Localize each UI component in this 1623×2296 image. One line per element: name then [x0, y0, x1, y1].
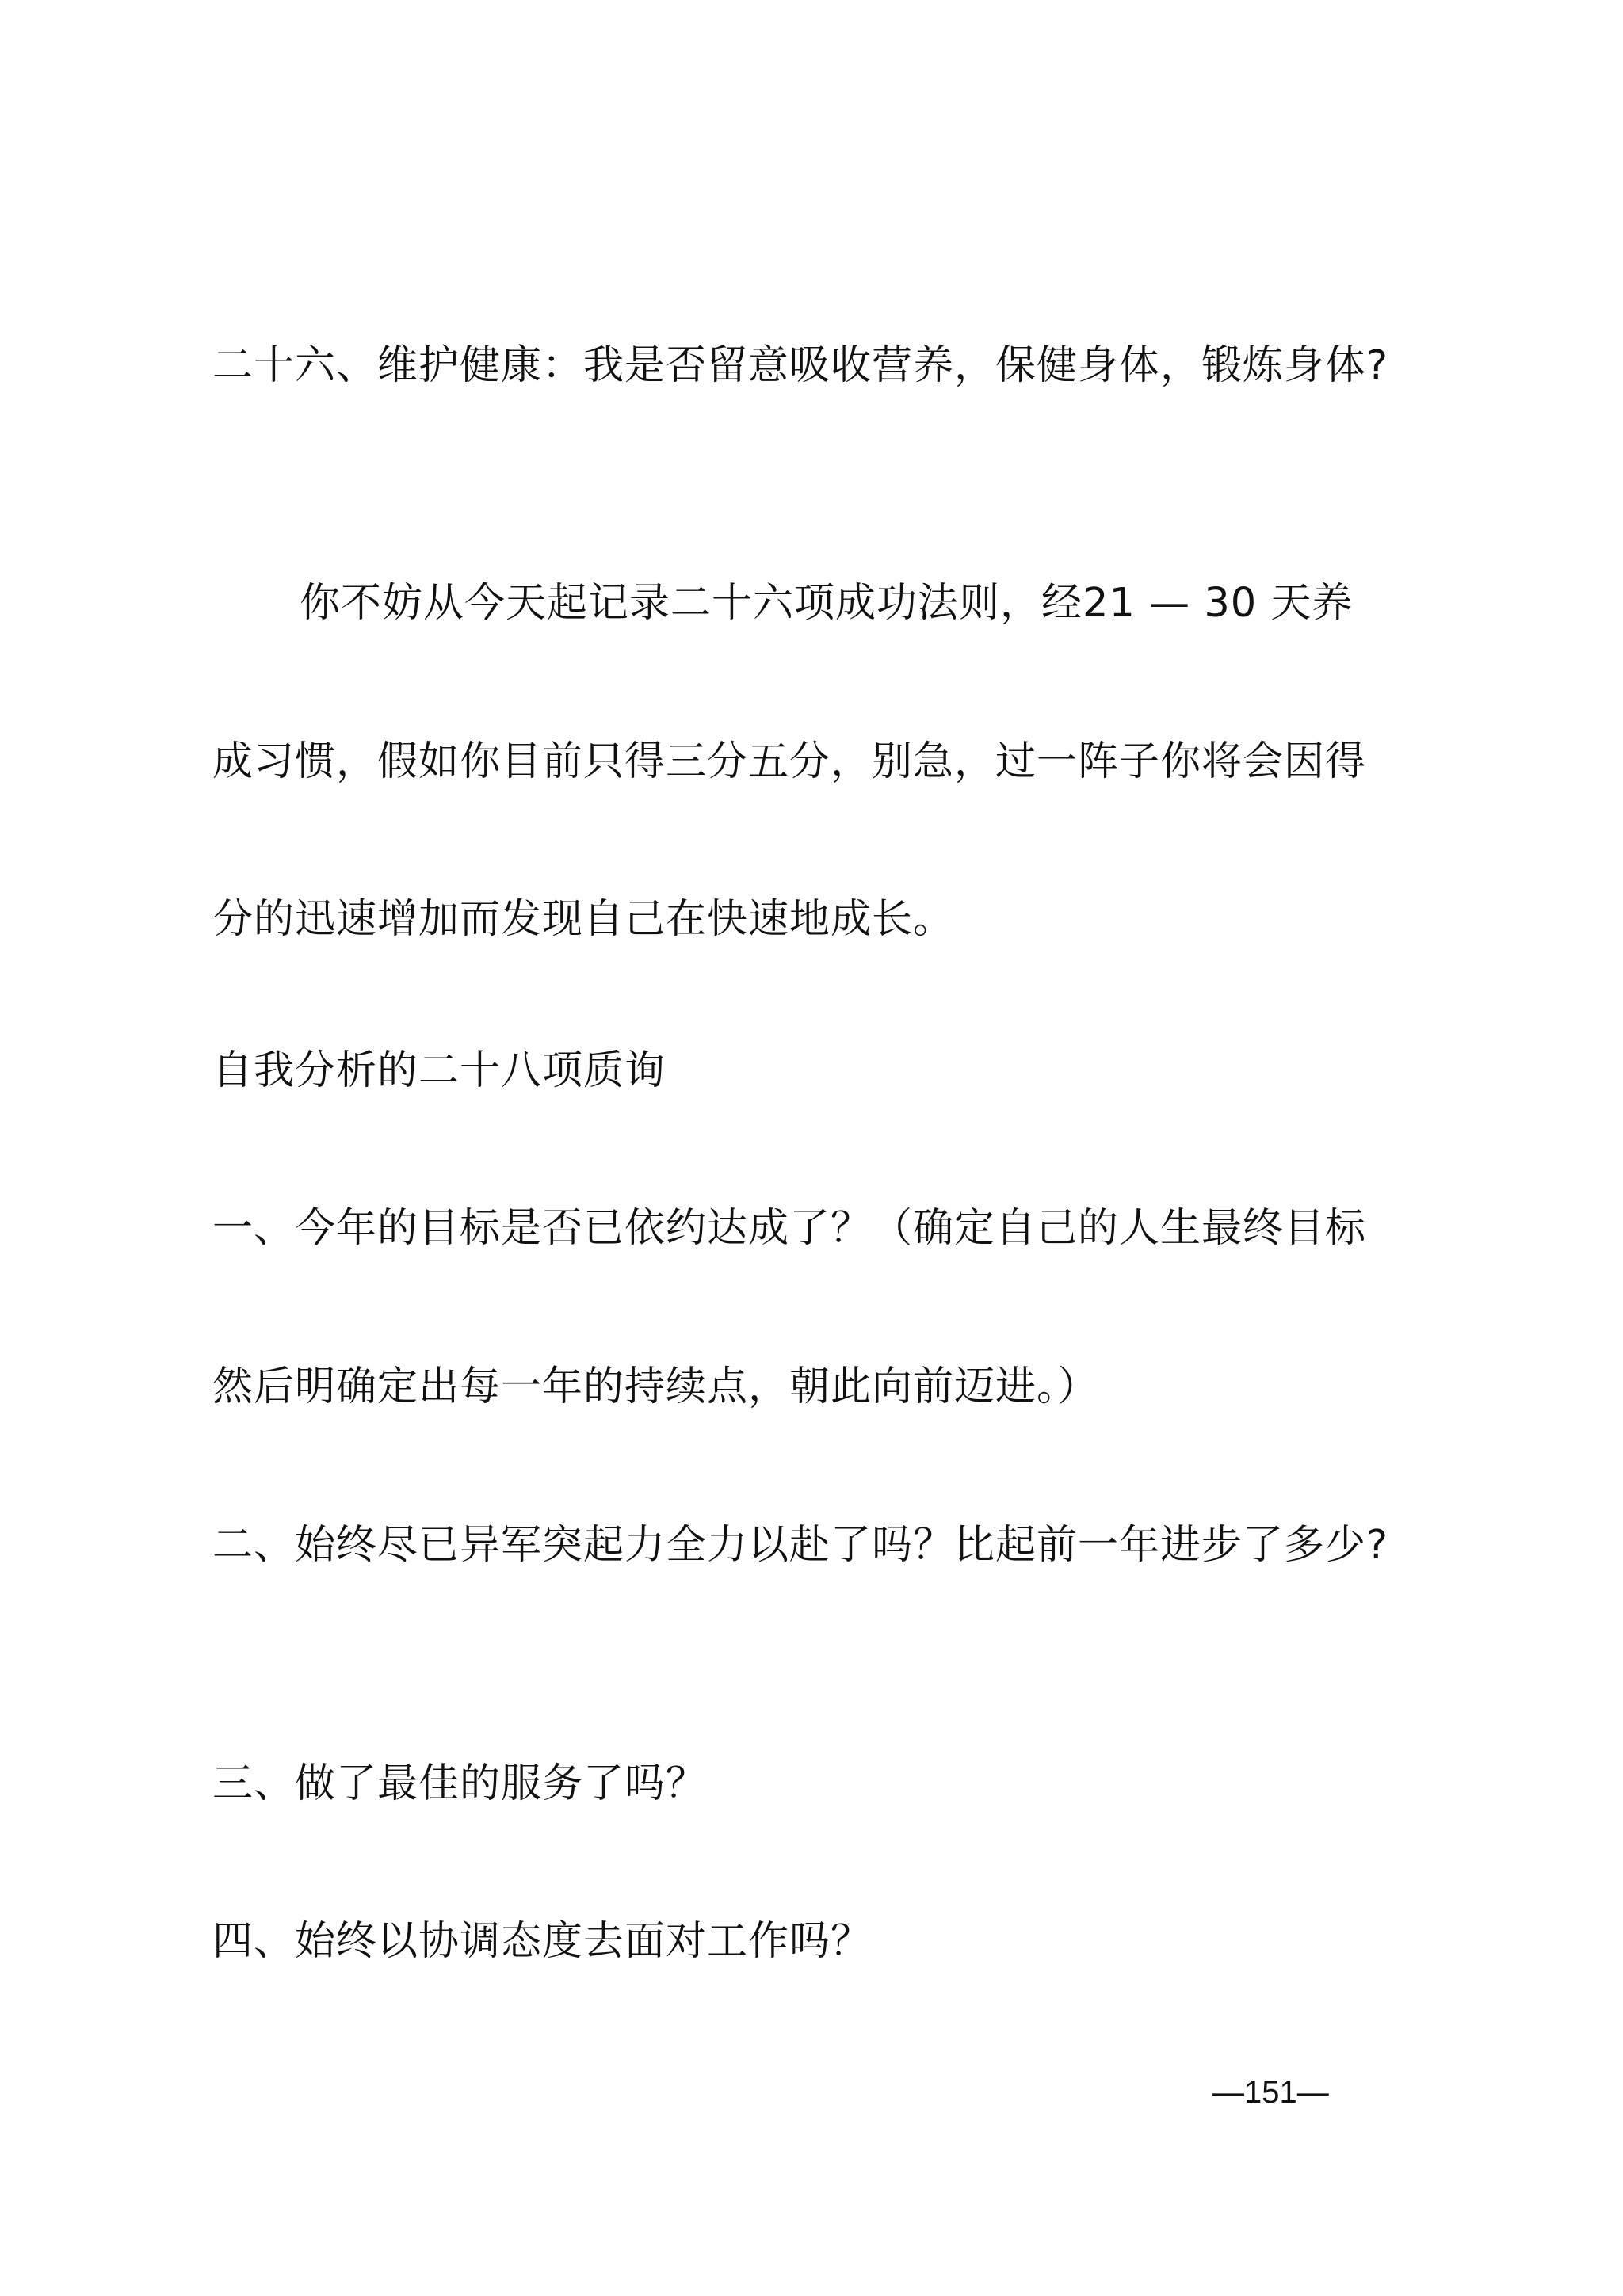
- question-two: 二、始终尽已异军突起力全力以赴了吗？比起前一年进步了多少?: [212, 1522, 1389, 1569]
- question-four: 四、始终以协调态度去面对工作吗？: [212, 1918, 873, 1965]
- paragraph-habit-line-3: 分的迅速增加而发现自己在快速地成长。: [212, 896, 955, 943]
- question-three: 三、做了最佳的服务了吗？: [212, 1760, 708, 1807]
- section-heading: 自我分析的二十八项质询: [212, 1047, 666, 1094]
- paragraph-habit-line-1: 你不妨从今天起记录二十六项成功法则，经21 — 30 天养: [300, 580, 1354, 627]
- question-one-line-1: 一、今年的目标是否已依约达成了？（确定自己的人生最终目标: [212, 1205, 1367, 1252]
- question-one-line-2: 然后明确定出每一年的持续点，朝此向前迈进。）: [212, 1363, 1099, 1410]
- page-number: —151—: [1212, 2075, 1329, 2110]
- paragraph-health-rule: 二十六、维护健康：我是否留意吸收营养，保健身体，锻炼身体?: [212, 342, 1389, 389]
- paragraph-habit-line-2: 成习惯，假如你目前只得三分五分，别急，过一阵子你将会因得: [212, 738, 1367, 785]
